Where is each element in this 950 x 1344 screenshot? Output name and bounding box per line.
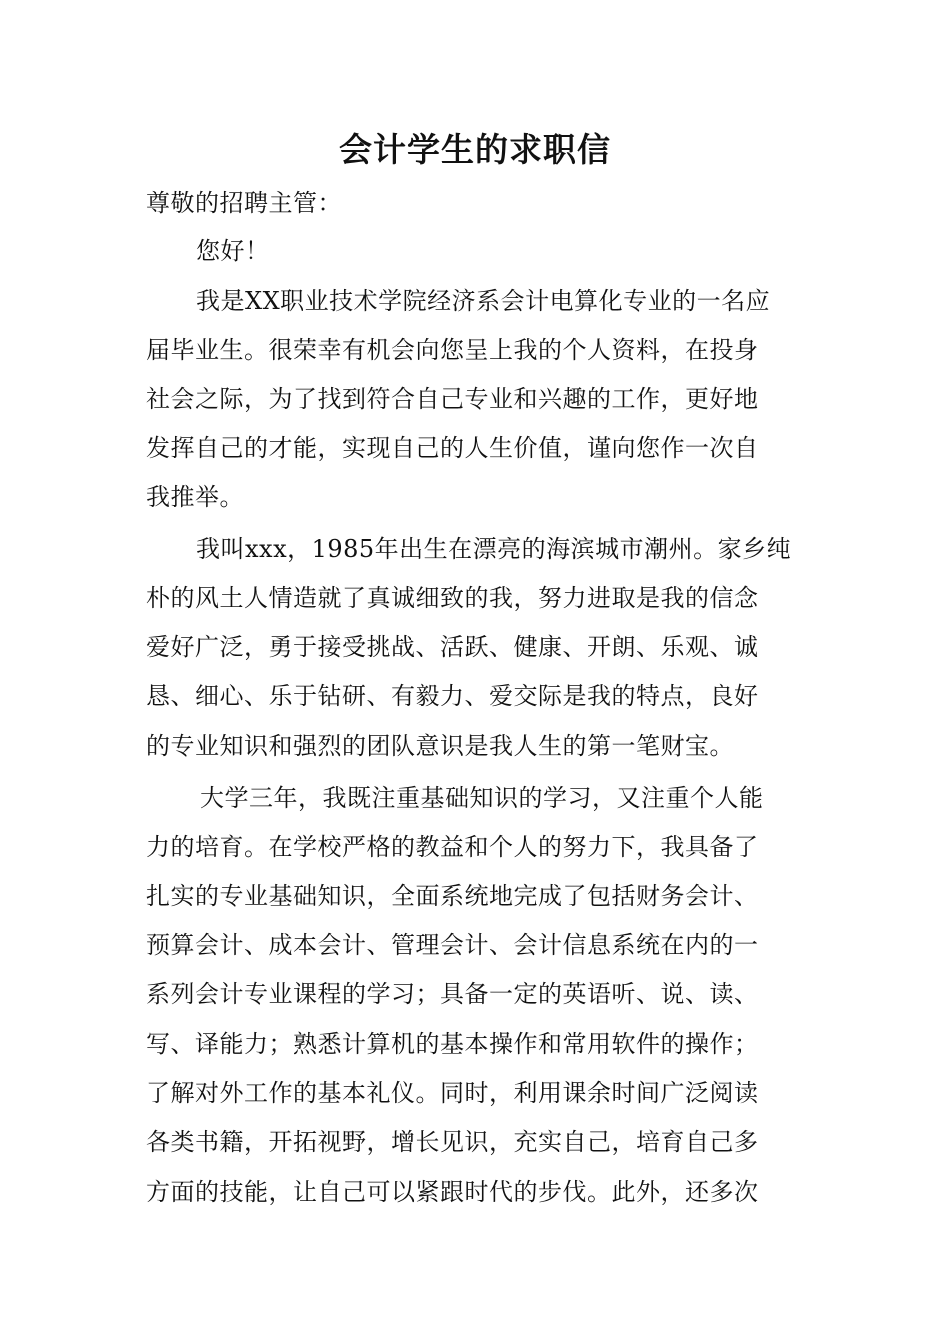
- paragraph-line: 发挥自己的才能，实现自己的人生价值，谨向您作一次自: [146, 434, 759, 462]
- paragraph-line: 我推举。: [146, 483, 244, 511]
- paragraph-line: 我叫xxx，1985年出生在漂亮的海滨城市潮州。家乡纯: [196, 535, 792, 563]
- paragraph-line: 了解对外工作的基本礼仪。同时，利用课余时间广泛阅读: [146, 1079, 759, 1107]
- paragraph-line: 预算会计、成本会计、管理会计、会计信息系统在内的一: [146, 931, 759, 959]
- paragraph-line: 各类书籍，开拓视野，增长见识，充实自己，培育自己多: [146, 1128, 759, 1156]
- paragraph-line: 社会之际，为了找到符合自己专业和兴趣的工作，更好地: [146, 385, 759, 413]
- paragraph-line: 我是XX职业技术学院经济系会计电算化专业的一名应: [196, 287, 771, 315]
- paragraph-line: 爱好广泛，勇于接受挑战、活跃、健康、开朗、乐观、诚: [146, 633, 759, 661]
- salutation: 尊敬的招聘主管：: [146, 189, 342, 217]
- paragraph-line: 系列会计专业课程的学习；具备一定的英语听、说、读、: [146, 980, 759, 1008]
- paragraph-line: 方面的技能，让自己可以紧跟时代的步伐。此外，还多次: [146, 1178, 759, 1206]
- paragraph-line: 届毕业生。很荣幸有机会向您呈上我的个人资料，在投身: [146, 336, 759, 364]
- paragraph-line: 朴的风土人情造就了真诚细致的我，努力进取是我的信念: [146, 584, 759, 612]
- paragraph-line: 扎实的专业基础知识，全面系统地完成了包括财务会计、: [146, 882, 759, 910]
- paragraph-line: 的专业知识和强烈的团队意识是我人生的第一笔财宝。: [146, 732, 734, 760]
- paragraph-line: 写、译能力；熟悉计算机的基本操作和常用软件的操作；: [146, 1030, 759, 1058]
- document-title: 会计学生的求职信: [339, 130, 611, 169]
- paragraph-line: 力的培育。在学校严格的教益和个人的努力下，我具备了: [146, 833, 759, 861]
- paragraph-line: 恳、细心、乐于钻研、有毅力、爱交际是我的特点，良好: [146, 682, 759, 710]
- greeting: 您好！: [196, 237, 270, 265]
- paragraph-line: 大学三年，我既注重基础知识的学习，又注重个人能: [200, 784, 764, 812]
